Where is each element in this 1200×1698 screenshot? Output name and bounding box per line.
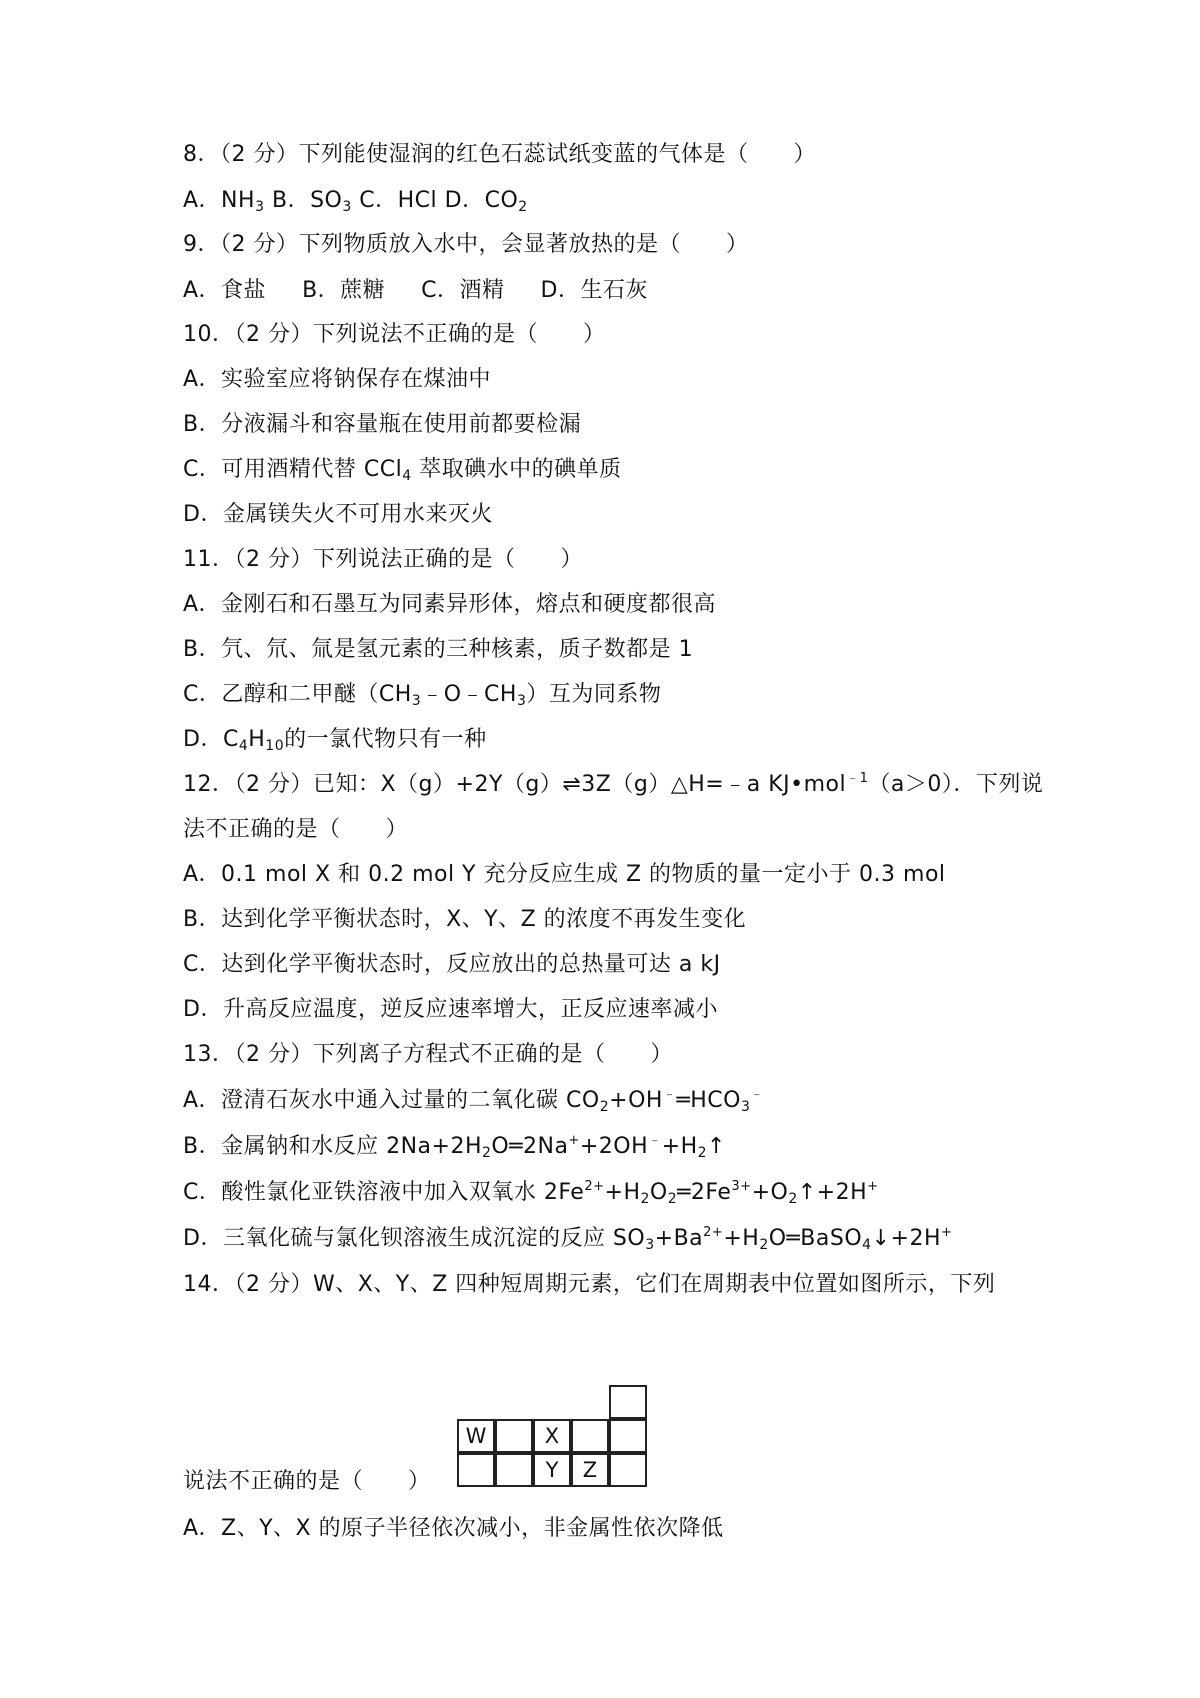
q11-option-a: A．金刚石和石墨互为同素异形体，熔点和硬度都很高 <box>183 592 717 617</box>
q13-option-a: A．澄清石灰水中通入过量的二氧化碳 $CO_2+OH^﹣═HCO_3^﹣$ <box>183 1087 764 1115</box>
periodic-cell-empty <box>609 1419 647 1453</box>
periodic-cell-empty <box>495 1419 533 1453</box>
q8-options: A．$NH_3$ B．$SO_3$ C．HCl D．$CO_2$ <box>183 188 528 215</box>
q11-option-d: D．$C_4H_{10}$的一氯代物只有一种 <box>183 727 487 754</box>
periodic-cell-empty <box>495 1453 533 1487</box>
q10-option-a: A．实验室应将钠保存在煤油中 <box>183 367 492 392</box>
q9-option-d: D．生石灰 <box>540 278 648 303</box>
q12-option-c: C．达到化学平衡状态时，反应放出的总热量可达 a kJ <box>183 952 721 977</box>
q9-option-c: C．酒精 <box>421 278 505 303</box>
q12-option-b: B．达到化学平衡状态时，X、Y、Z 的浓度不再发生变化 <box>183 907 747 932</box>
q12-option-a: A．0.1 mol X 和 0.2 mol Y 充分反应生成 Z 的物质的量一定小于 0.3 mol <box>183 862 946 887</box>
q13-option-b: B．金属钠和水反应 $2Na+2H_2O═2Na^++2OH^﹣+H_2↑$ <box>183 1133 726 1161</box>
periodic-cell-z: Z <box>571 1453 609 1487</box>
periodic-cell-empty <box>609 1385 647 1419</box>
q11-option-c: C．乙醇和二甲醚$(CH_3﹣O﹣CH_3)$互为同系物 <box>183 682 662 709</box>
q13-option-c: C．酸性氯化亚铁溶液中加入双氧水 $2Fe^{2+}+H_2O_2═2Fe^{3+}+O_2↑+2H^+$ <box>183 1179 879 1207</box>
q14-option-a: A．Z、Y、X 的原子半径依次减小，非金属性依次降低 <box>183 1516 724 1541</box>
q8-option-b: B．SO <box>264 188 343 213</box>
periodic-cell-empty <box>609 1453 647 1487</box>
periodic-cell-empty <box>457 1453 495 1487</box>
q8-option-a: A．NH <box>183 188 256 213</box>
q9-option-b: B．蔗糖 <box>302 278 386 303</box>
q10-stem: 10．（2 分）下列说法不正确的是（ ） <box>183 322 606 347</box>
q14-stem-line-1: 14．（2 分）W、X、Y、Z 四种短周期元素，它们在周期表中位置如图所示，下列 <box>183 1272 996 1297</box>
q13-option-d: D．三氧化硫与氯化钡溶液生成沉淀的反应 $SO_3+Ba^{2+}+H_2O═BaSO_4↓+2H^+$ <box>183 1225 953 1253</box>
periodic-table-figure <box>457 1385 653 1493</box>
q9-options <box>183 276 648 306</box>
q11-stem: 11．（2 分）下列说法正确的是（ ） <box>183 547 583 572</box>
periodic-cell-x: X <box>533 1419 571 1453</box>
q10-option-d: D．金属镁失火不可用水来灭火 <box>183 502 493 527</box>
q9-option-a: A．食盐 <box>183 278 267 303</box>
q12-stem-line-2: 法不正确的是（ ） <box>183 817 409 842</box>
q8-option-cd: C．HCl D．CO <box>351 188 519 213</box>
q12-option-d: D．升高反应温度，逆反应速率增大，正反应速率减小 <box>183 997 718 1022</box>
q14-stem-line-2: 说法不正确的是（ ） <box>183 1469 431 1494</box>
q11-option-b: B．氕、氘、氚是氢元素的三种核素，质子数都是 1 <box>183 637 694 662</box>
q9-stem: 9．（2 分）下列物质放入水中，会显著放热的是（ ） <box>183 232 749 257</box>
q10-option-b: B．分液漏斗和容量瓶在使用前都要检漏 <box>183 412 582 437</box>
periodic-cell-w: W <box>457 1419 495 1453</box>
q12-stem-line-1: 12．（2 分）已知：X（g）+2Y（g）⇌3Z（g）△H=﹣a KJ•mol$^{﹣1}$（a＞0）．下列说 <box>183 771 1044 797</box>
q10-option-c: C．可用酒精代替 CCl$_4$ 萃取碘水中的碘单质 <box>183 457 622 484</box>
periodic-cell-y: Y <box>533 1453 571 1487</box>
periodic-cell-empty <box>571 1419 609 1453</box>
q8-stem: 8．（2 分）下列能使湿润的红色石蕊试纸变蓝的气体是（ ） <box>183 142 816 167</box>
q13-stem: 13．（2 分）下列离子方程式不正确的是（ ） <box>183 1042 673 1067</box>
